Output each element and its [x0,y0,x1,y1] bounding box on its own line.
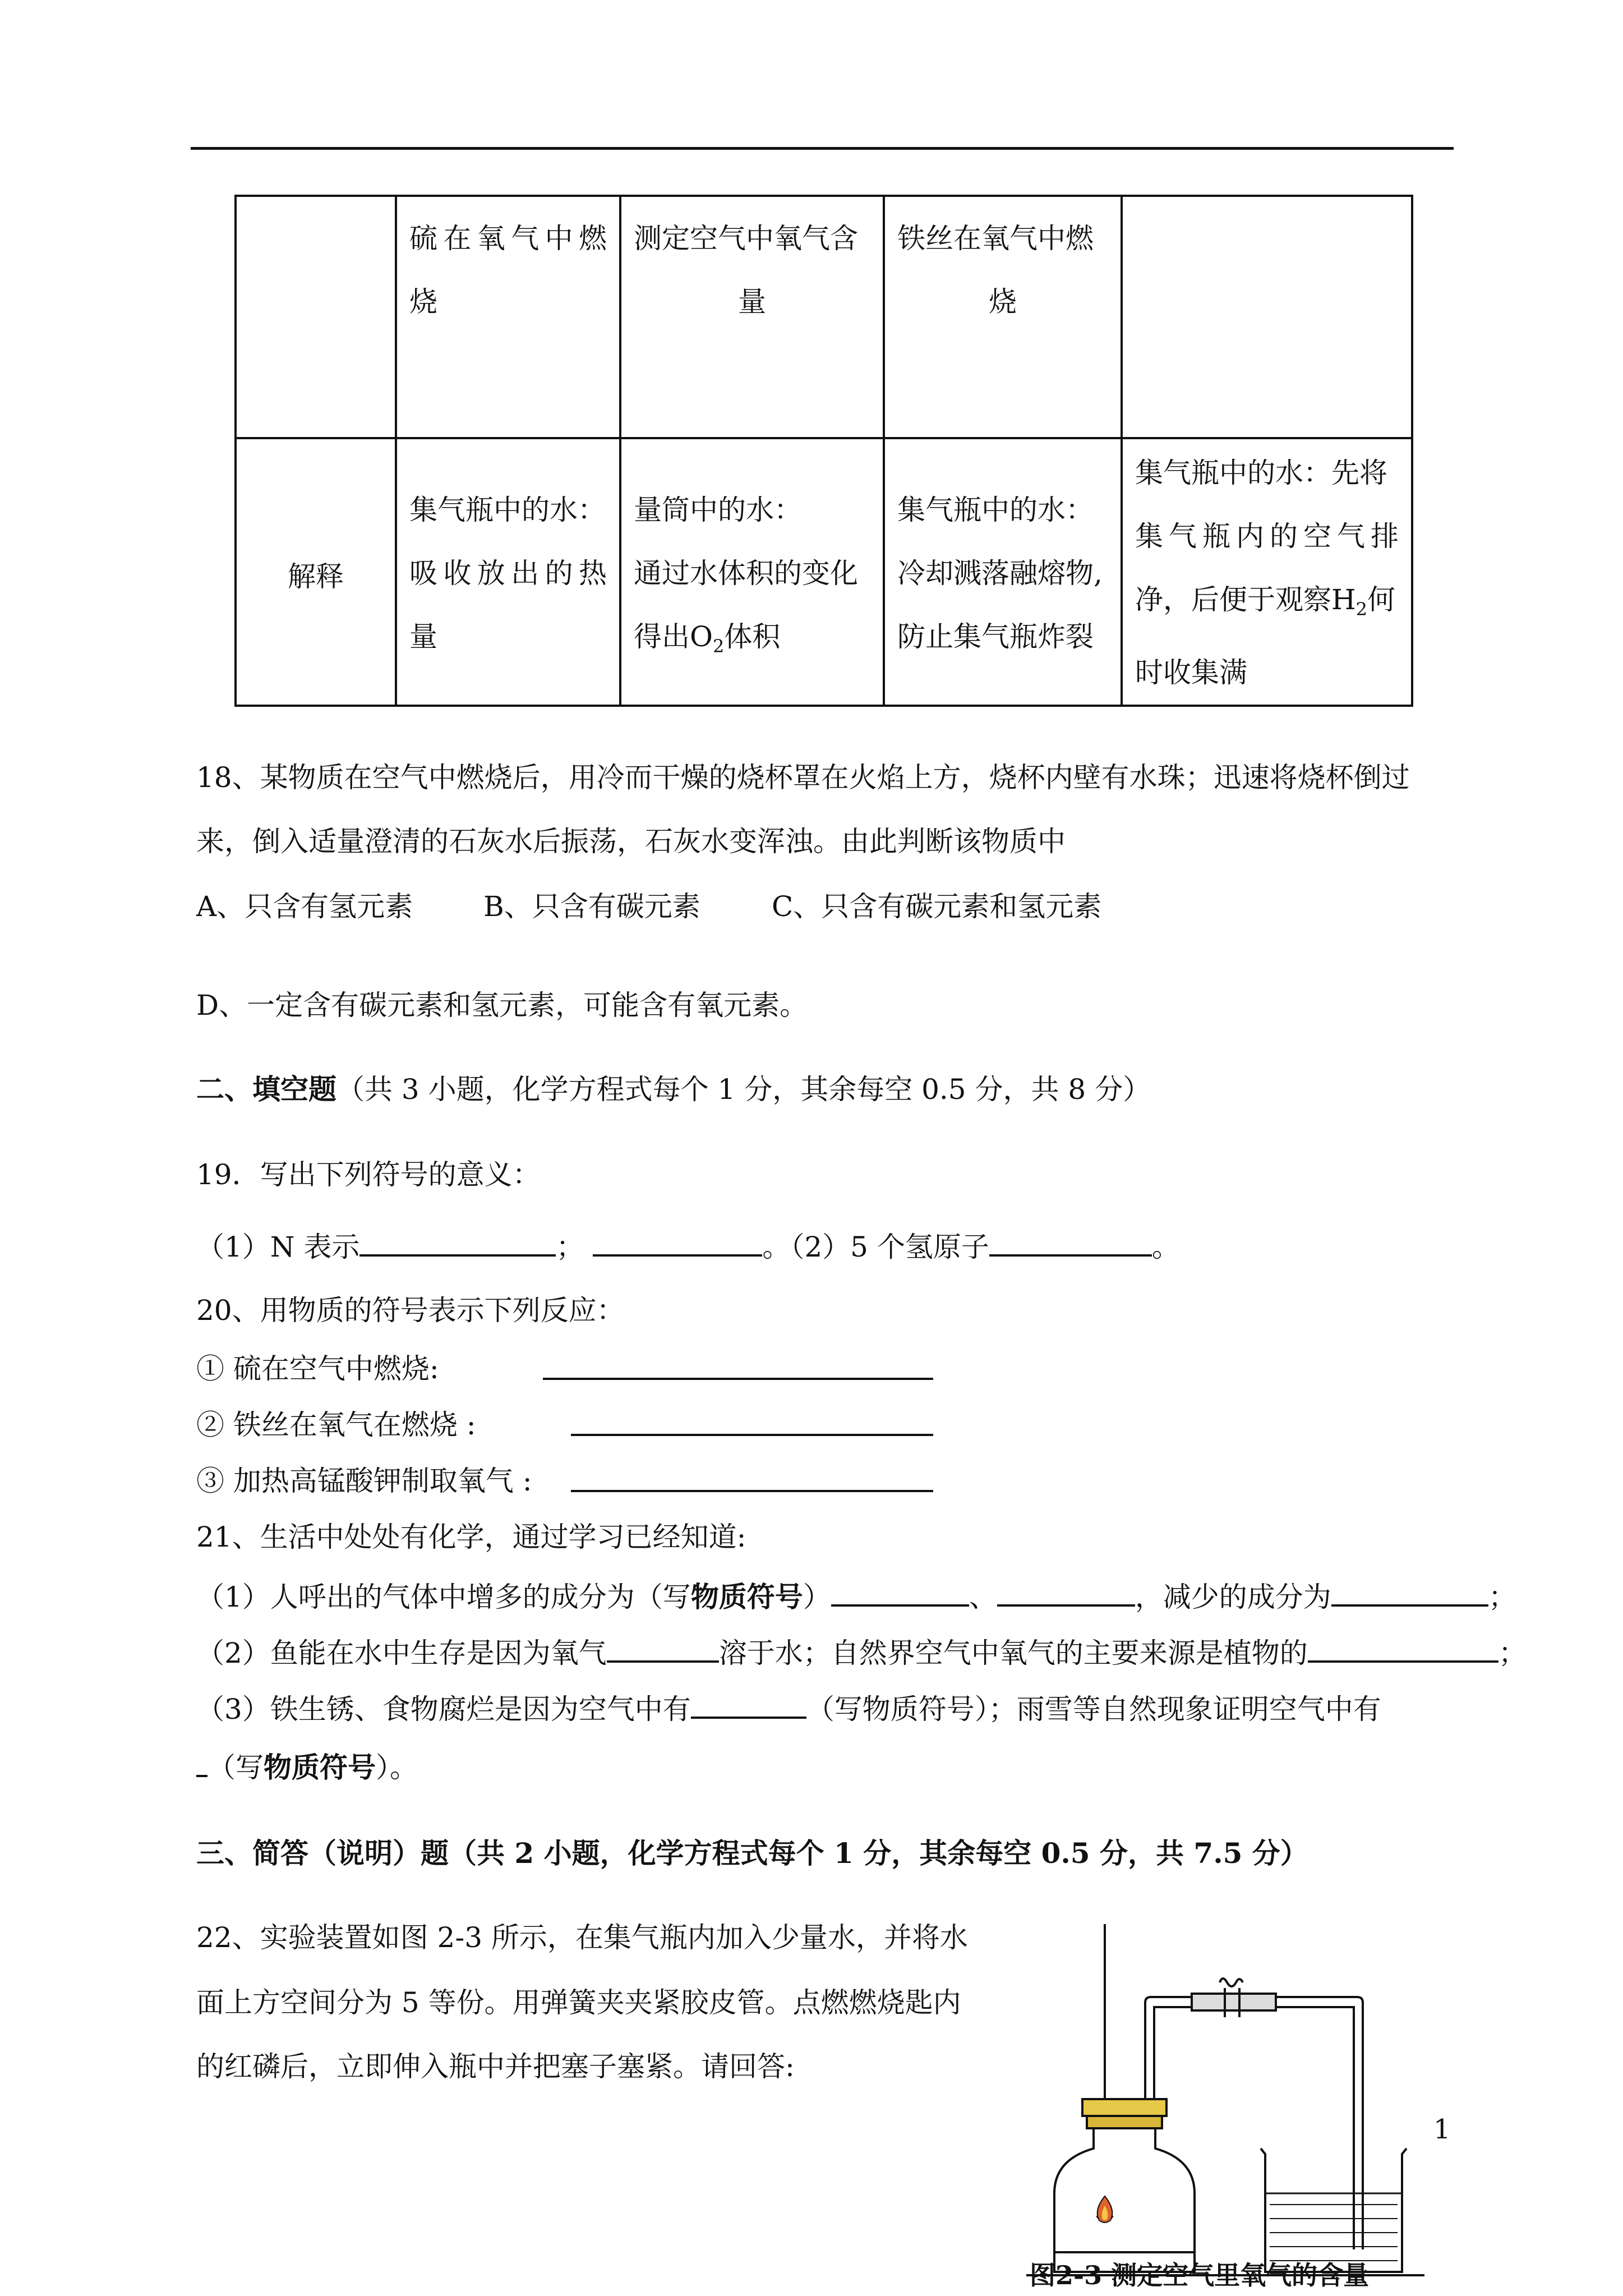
figure-caption: 图2-3 测定空气里氧气的含量 [1030,2260,1370,2290]
q20-item1: ① 硫在空气中燃烧: [196,1352,439,1385]
table-row [236,196,1412,438]
cell-line: 烧 [409,286,437,318]
q21-stem: 21、生活中处处有化学，通过学习已经知道: [196,1521,746,1553]
cell-line: 集气瓶中的水：先将 [1135,457,1387,489]
q18-line2: 来，倒入适量澄清的石灰水后振荡，石灰水变浑浊。由此判断该物质中 [196,825,1066,858]
q21-line3: （3）铁生锈、食物腐烂是因为空气中有 （写物质符号）；雨雪等自然现象证明空气中有 [196,1688,1381,1726]
cell-line: 吸收放出的热 [409,557,607,590]
answer-blank[interactable] [989,1226,1152,1257]
answer-blank[interactable] [1331,1576,1488,1607]
cell-line: 防止集气瓶炸裂 [897,620,1094,653]
answer-blank[interactable] [571,1462,933,1492]
table-cell [396,438,620,706]
cell-line: 集气瓶中的水： [897,494,1094,526]
q22-line1: 22、实验装置如图 2-3 所示，在集气瓶内加入少量水，并将水 [196,1921,968,1954]
table-row [236,438,1412,706]
cell-line: 测定空气中氧气含 [634,222,858,255]
q21-line2: （2）鱼能在水中生存是因为氧气 溶于水；自然界空气中氧气的主要来源是植物的 ； [196,1632,1527,1670]
cell-line: 通过水体积的变化 [634,557,858,590]
cell-line: 集气瓶中的水： [409,494,606,526]
experiment-table [234,195,1413,707]
cell-line: 得出$O_2$体积 [634,620,781,657]
cell-line: 集气瓶内的空气排 [1135,520,1399,553]
section2-heading: 二、填空题（共 3 小题，化学方程式每个 1 分，其余每空 0.5 分，共 8 分） [196,1073,1151,1106]
header-rule [191,147,1454,150]
answer-blank[interactable] [593,1226,762,1257]
answer-blank[interactable] [196,1747,208,1777]
q20-item2: ② 铁丝在氧气在燃烧 : [196,1409,476,1441]
table-cell [1122,438,1412,706]
table-cell [236,196,396,438]
answer-blank[interactable] [997,1576,1135,1607]
rubber-tube [1192,1994,1276,2010]
q18-option-a: A、只含有氢元素 [196,890,413,923]
q18-option-d: D、一定含有碳元素和氢元素，可能含有氧元素。 [196,989,808,1022]
q20-stem: 20、用物质的符号表示下列反应： [196,1294,625,1327]
spring-clip [1220,1978,1243,1986]
cell-line: 硫在氧气中燃 [409,222,607,255]
cell-line: 量 [738,286,766,318]
answer-blank[interactable] [571,1406,933,1436]
q19-stem: 19．写出下列符号的意义： [196,1158,541,1191]
q18-option-c: C、只含有碳元素和氢元素 [772,890,1102,923]
q21-line4: （写物质符号）。 [196,1747,418,1784]
cell-line: 铁丝在氧气中燃 [897,222,1094,255]
glass-tube [1145,1997,1363,2249]
table-row-label: 解释 [236,438,396,706]
q18-line1: 18、某物质在空气中燃烧后，用冷而干燥的烧杯罩在火焰上方，烧杯内壁有水珠；迅速将烧杯倒过 [196,761,1410,794]
q18-option-b: B、只含有碳元素 [483,890,700,923]
cell-line: 量筒中的水： [634,494,802,526]
table-cell [620,196,884,438]
answer-blank[interactable] [1308,1632,1498,1663]
page-number: 1 [1433,2114,1451,2145]
answer-blank[interactable] [691,1688,806,1719]
answer-blank[interactable] [831,1576,969,1607]
section3-heading: 三、简答（说明）题（共 2 小题，化学方程式每个 1 分，其余每空 0.5 分，共 7.5 分） [196,1837,1308,1870]
cell-line: 冷却溅落融熔物, [897,557,1103,590]
table-cell [396,196,620,438]
table-cell [884,438,1122,706]
beaker [1261,2148,1407,2272]
q21-line1: （1）人呼出的气体中增多的成分为（写物质符号） 、 ，减少的成分为 ； [196,1576,1516,1614]
cell-line: 烧 [989,286,1017,318]
cell-line: 时收集满 [1135,656,1247,689]
stopper [1082,2099,1166,2116]
answer-blank[interactable] [607,1632,719,1663]
answer-blank[interactable] [359,1226,556,1257]
q19-line: （1）N 表示 ； 。（2）5 个氢原子 。 [196,1226,1180,1264]
table-cell [884,196,1122,438]
q22-line2: 面上方空间分为 5 等份。用弹簧夹夹紧胶皮管。点燃燃烧匙内 [196,1986,961,2019]
q20-item3: ③ 加热高锰酸钾制取氧气 : [196,1465,532,1497]
answer-blank[interactable] [543,1350,933,1380]
gas-bottle [1054,2128,1195,2272]
glass-tube-inner [1154,2007,1354,2249]
table-cell [1122,196,1412,438]
apparatus-figure [998,1913,1424,2296]
table-cell [620,438,884,706]
cell-line: 净，后便于观察$H_2$何 [1135,583,1395,620]
stopper-collar [1087,2116,1162,2128]
cell-line: 量 [409,620,437,653]
q22-line3: 的红磷后，立即伸入瓶中并把塞子塞紧。请回答: [196,2050,795,2083]
